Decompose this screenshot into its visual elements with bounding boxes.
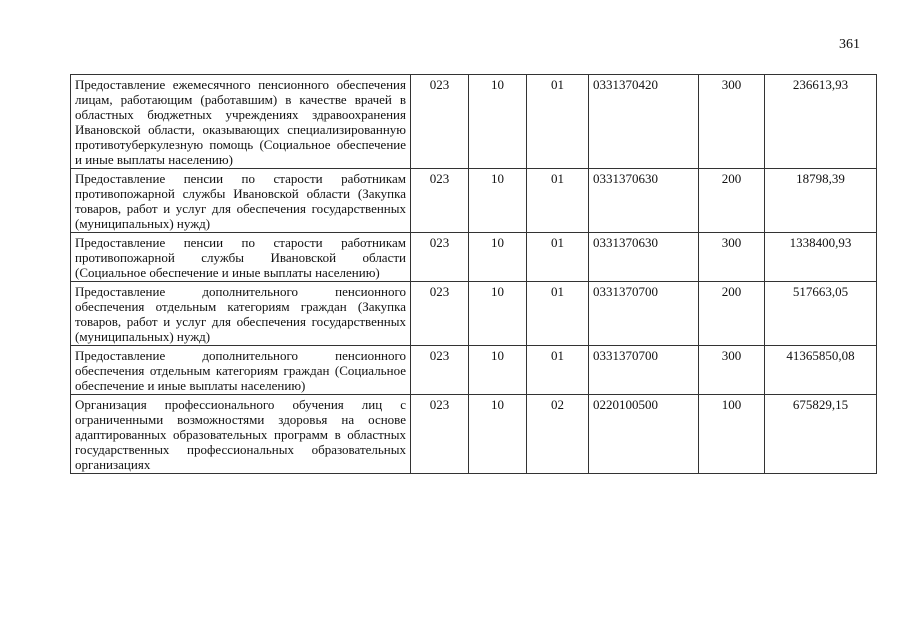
cell-subsection: 01 xyxy=(527,346,589,395)
table-row xyxy=(71,75,877,169)
cell-ministry: 023 xyxy=(411,395,469,474)
cell-section: 10 xyxy=(469,75,527,169)
cell-ministry: 023 xyxy=(411,75,469,169)
cell-target: 0220100500 xyxy=(589,395,699,474)
budget-table xyxy=(70,74,877,474)
table-row xyxy=(71,169,877,233)
cell-subsection: 02 xyxy=(527,395,589,474)
cell-target: 0331370700 xyxy=(589,346,699,395)
cell-target: 0331370630 xyxy=(589,233,699,282)
cell-section: 10 xyxy=(469,169,527,233)
cell-amount: 1338400,93 xyxy=(765,233,877,282)
table-row xyxy=(71,233,877,282)
cell-ministry: 023 xyxy=(411,233,469,282)
cell-amount: 517663,05 xyxy=(765,282,877,346)
cell-expense-type: 100 xyxy=(699,395,765,474)
cell-ministry: 023 xyxy=(411,346,469,395)
cell-subsection: 01 xyxy=(527,233,589,282)
cell-ministry: 023 xyxy=(411,282,469,346)
cell-subsection: 01 xyxy=(527,282,589,346)
cell-expense-type: 300 xyxy=(699,233,765,282)
cell-expense-type: 300 xyxy=(699,346,765,395)
table-row xyxy=(71,282,877,346)
cell-section: 10 xyxy=(469,282,527,346)
cell-section: 10 xyxy=(469,233,527,282)
cell-name: Организация профессионального обучения лиц с ограниченными возможностями здоровья на основе адаптированных образовательных программ в областных государственных профессиональных образовательных организациях xyxy=(71,395,411,474)
cell-name: Предоставление пенсии по старости работникам противопожарной службы Ивановской области (Закупка товаров, работ и услуг для обеспечения государственных (муниципальных) нужд) xyxy=(71,169,411,233)
cell-expense-type: 200 xyxy=(699,169,765,233)
cell-name: Предоставление дополнительного пенсионного обеспечения отдельным категориям граждан (Социальное обеспечение и иные выплаты населению) xyxy=(71,346,411,395)
cell-target: 0331370420 xyxy=(589,75,699,169)
cell-amount: 236613,93 xyxy=(765,75,877,169)
cell-amount: 41365850,08 xyxy=(765,346,877,395)
cell-amount: 675829,15 xyxy=(765,395,877,474)
cell-name: Предоставление дополнительного пенсионного обеспечения отдельным категориям граждан (Закупка товаров, работ и услуг для обеспечения государственных (муниципальных) нужд) xyxy=(71,282,411,346)
cell-target: 0331370700 xyxy=(589,282,699,346)
cell-subsection: 01 xyxy=(527,169,589,233)
cell-expense-type: 200 xyxy=(699,282,765,346)
cell-name: Предоставление пенсии по старости работникам противопожарной службы Ивановской области (Социальное обеспечение и иные выплаты населению) xyxy=(71,233,411,282)
cell-expense-type: 300 xyxy=(699,75,765,169)
cell-amount: 18798,39 xyxy=(765,169,877,233)
table-row xyxy=(71,395,877,474)
cell-ministry: 023 xyxy=(411,169,469,233)
page-number: 361 xyxy=(839,37,860,52)
cell-section: 10 xyxy=(469,346,527,395)
cell-subsection: 01 xyxy=(527,75,589,169)
cell-section: 10 xyxy=(469,395,527,474)
cell-target: 0331370630 xyxy=(589,169,699,233)
cell-name: Предоставление ежемесячного пенсионного обеспечения лицам, работающим (работавшим) в качестве врачей в областных бюджетных учреждениях здравоохранения Ивановской области, оказывающих специализированную противотуберкулезную помощь (Социальное обеспечение и иные выплаты населению) xyxy=(71,75,411,169)
table-row xyxy=(71,346,877,395)
